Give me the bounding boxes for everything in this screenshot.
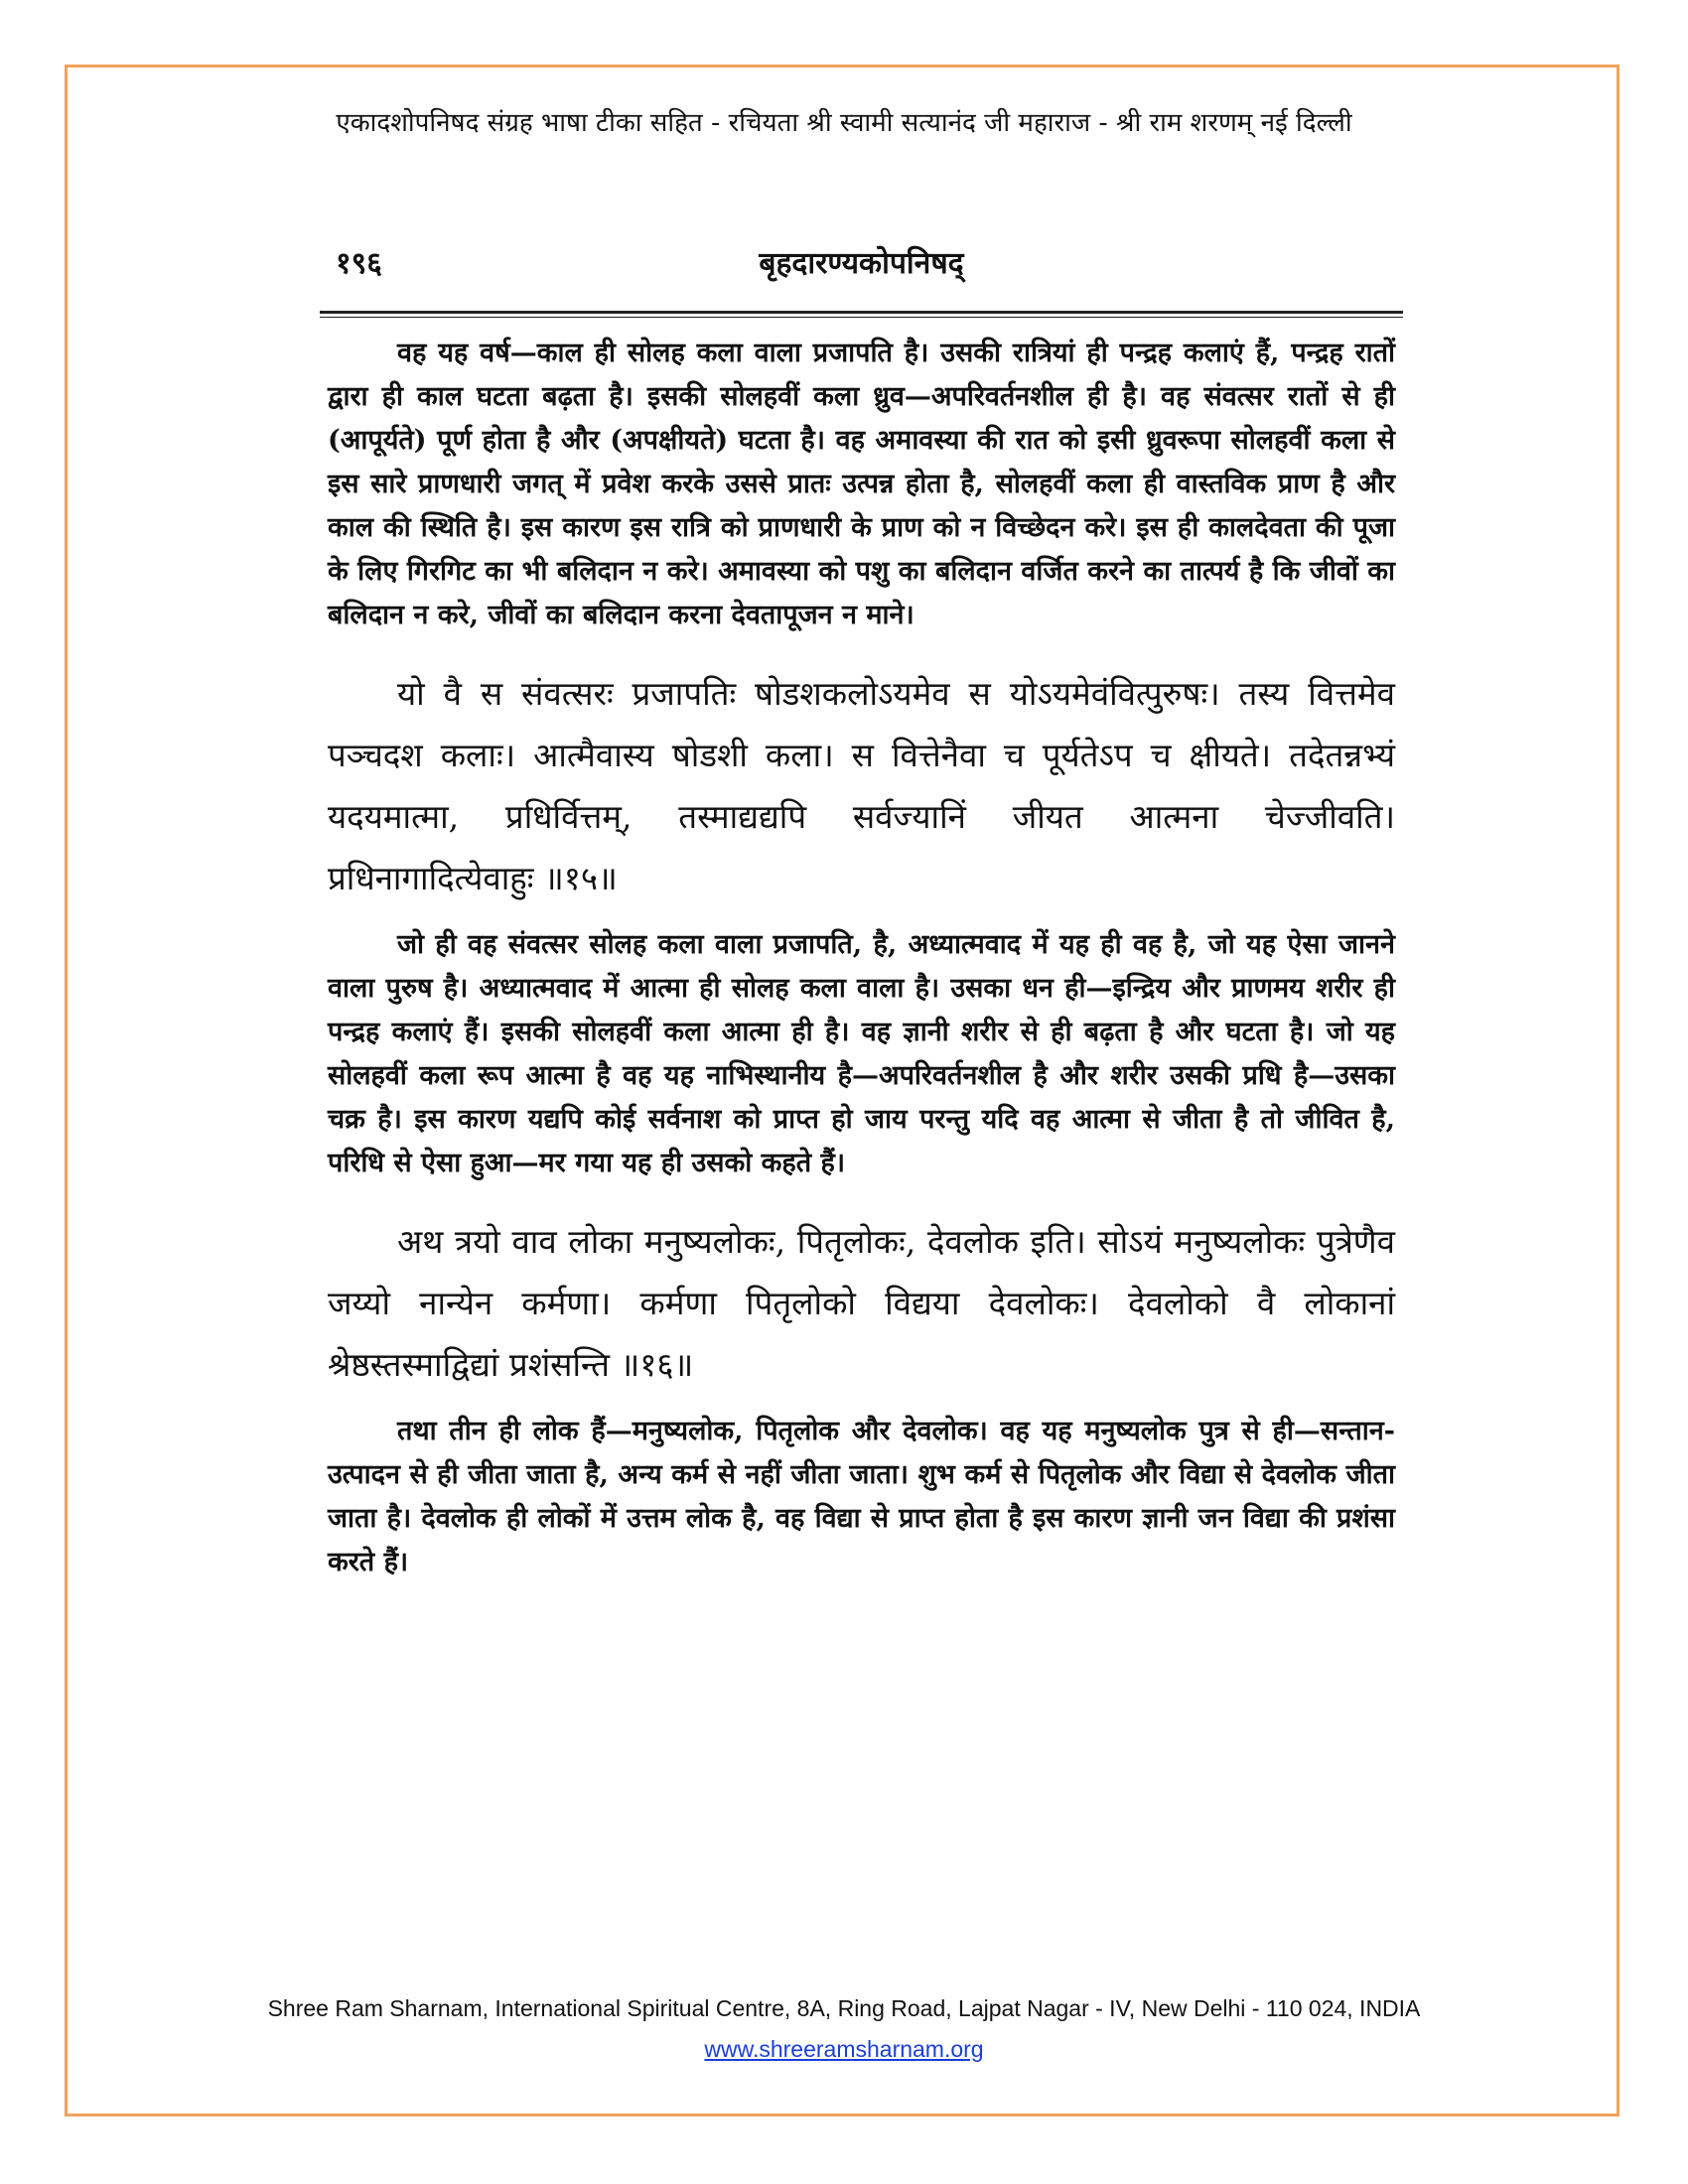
website-link[interactable]: www.shreeramsharnam.org: [704, 2036, 984, 2062]
running-head: [328, 233, 1395, 293]
footer: [0, 1995, 1688, 2063]
header-rule: [320, 311, 1403, 318]
sanskrit-verse-15: यो वै स संवत्सरः प्रजापतिः षोडशकलोऽयमेव स योऽयमेवंवित्पुरुषः। तस्य वित्तमेव पञ्चदश कलाः। आत्मैवास्य षोडशी कला। स वित्तेनैवा च पूर्यतेऽप च क्षीयते। तदेतन्नभ्यं यदयमात्मा, प्रधिर्वित्तम्, तस्माद्यद्यपि सर्वज्यानिं जीयत आत्मना चेज्जीवति। प्रधिनागादित्येवाहुः ॥१५॥: [328, 674, 1395, 897]
document-header: एकादशोपनिषद संग्रह भाषा टीका सहित - रचियता श्री स्वामी सत्यानंद जी महाराज - श्री राम शरणम् नई दिल्ली: [336, 108, 1352, 138]
page-number: १९६: [336, 246, 382, 281]
scanned-page: [328, 233, 1395, 1951]
sanskrit-verse-16: अथ त्रयो वाव लोका मनुष्यलोकः, पितृलोकः, देवलोक इति। सोऽयं मनुष्यलोकः पुत्रेणैव जय्यो नान्येन कर्मणा। कर्मणा पितृलोको विद्यया देवलोकः। देवलोको वै लोकानां श्रेष्ठस्तस्माद्विद्यां प्रशंसन्ति ॥१६॥: [328, 1222, 1395, 1384]
commentary-paragraph-3: तथा तीन ही लोक हैं—मनुष्यलोक, पितृलोक और देवलोक। वह यह मनुष्यलोक पुत्र से ही—सन्तान-उत्पादन से ही जीता जाता है, अन्य कर्म से नहीं जीता जाता। शुभ कर्म से पितृलोक और विद्या से देवलोक जीता जाता है। देवलोक ही लोकों में उत्तम लोक है, वह विद्या से प्राप्त होता है इस कारण ज्ञानी जन विद्या की प्रशंसा करते हैं।: [328, 1416, 1395, 1577]
running-title: बृहदारण्यकोपनिषद्: [759, 246, 964, 281]
footer-address: Shree Ram Sharnam, International Spiritual Centre, 8A, Ring Road, Lajpat Nagar - IV, New Delhi - 110 024, INDIA: [267, 1995, 1421, 2021]
commentary-paragraph-1: वह यह वर्ष—काल ही सोलह कला वाला प्रजापति है। उसकी रात्रियां ही पन्द्रह कलाएं हैं, पन्द्रह रातों द्वारा ही काल घटता बढ़ता है। इसकी सोलहवीं कला ध्रुव—अपरिवर्तनशील ही है। वह संवत्सर रातों से ही (आपूर्यते) पूर्ण होता है और (अपक्षीयते) घटता है। वह अमावस्या की रात को इसी ध्रुवरूपा सोलहवीं कला से इस सारे प्राणधारी जगत् में प्रवेश करके उससे प्रातः उत्पन्न होता है, सोलहवीं कला ही वास्तविक प्राण है और काल की स्थिति है। इस कारण इस रात्रि को प्राणधारी के प्राण को न विच्छेदन करे। इस ही कालदेवता की पूजा के लिए गिरगिट का भी बलिदान न करे। अमावस्या को पशु का बलिदान वर्जित करने का तात्पर्य है कि जीवों का बलिदान न करे, जीवों का बलिदान करना देवतापूजन न माने।: [328, 338, 1395, 630]
commentary-paragraph-2: जो ही वह संवत्सर सोलह कला वाला प्रजापति, है, अध्यात्मवाद में यह ही वह है, जो यह ऐसा जानने वाला पुरुष है। अध्यात्मवाद में आत्मा ही सोलह कला वाला है। उसका धन ही—इन्द्रिय और प्राणमय शरीर ही पन्द्रह कलाएं हैं। इसकी सोलहवीं कला आत्मा ही है। वह ज्ञानी शरीर से ही बढ़ता है और घटता है। जो यह सोलहवीं कला रूप आत्मा है वह यह नाभिस्थानीय है—अपरिवर्तनशील है और शरीर उसकी प्रधि है—उसका चक्र है। इस कारण यद्यपि कोई सर्वनाश को प्राप्त हो जाय परन्तु यदि वह आत्मा से जीता है तो जीवित है, परिधि से ऐसा हुआ—मर गया यह ही उसको कहते हैं।: [328, 929, 1395, 1178]
